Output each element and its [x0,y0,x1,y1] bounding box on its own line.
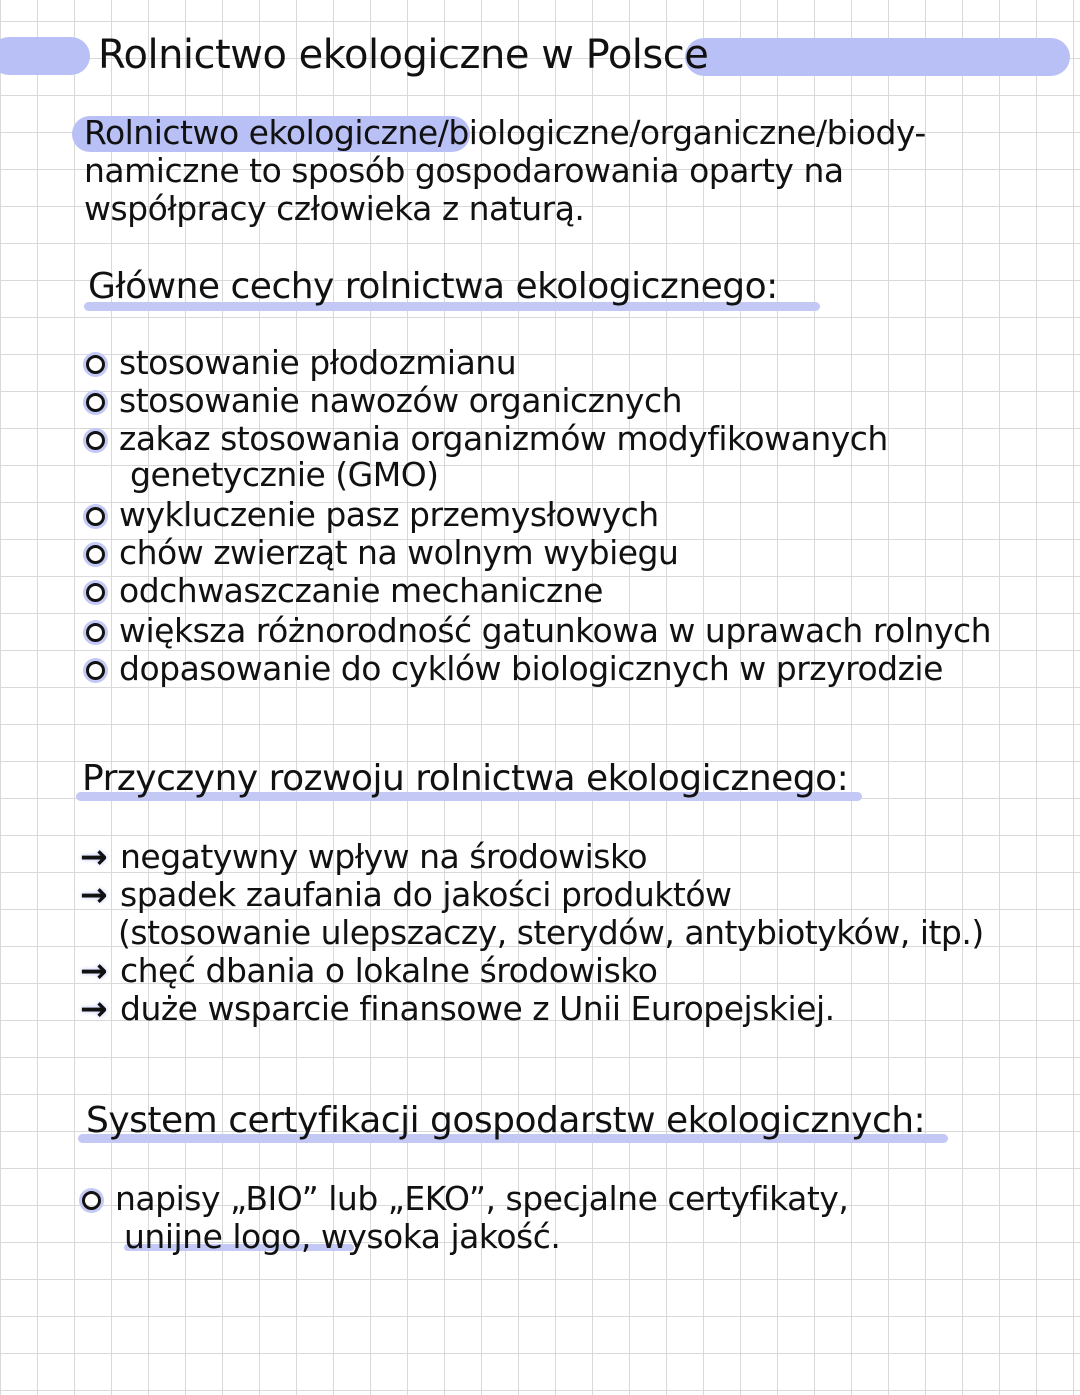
list-item-continuation: (stosowanie ulepszaczy, sterydów, antybiotyków, itp.) [118,913,984,952]
bullet-icon [86,545,105,564]
list-item: → spadek zaufania do jakości produktów [80,875,732,914]
title-highlight-left [0,37,90,75]
bullet-icon [86,661,105,680]
list-item: stosowanie nawozów organicznych [86,382,682,420]
section-heading-reasons: Przyczyny rozwoju rolnictwa ekologicznego: [82,758,849,799]
list-item: zakaz stosowania organizmów modyfikowanych [86,420,888,458]
bullet-icon [86,507,105,526]
bullet-icon [86,431,105,450]
list-item: chów zwierząt na wolnym wybiegu [86,534,678,572]
bullet-icon [86,623,105,642]
bullet-icon [82,1191,101,1210]
list-item: → duże wsparcie finansowe z Unii Europejskiej. [80,989,835,1028]
arrow-right-icon: → [80,837,108,876]
intro-line-2: namiczne to sposób gospodarowania oparty na [84,151,844,190]
list-item: stosowanie płodozmianu [86,344,516,382]
list-item: napisy „BIO” lub „EKO”, specjalne certyfikaty, [82,1180,848,1218]
intro-line-1 [84,114,926,152]
bullet-icon [86,583,105,602]
list-item: dopasowanie do cyklów biologicznych w przyrodzie [86,650,943,688]
bullet-icon [86,393,105,412]
intro-term: Rolnictwo ekologiczne [84,113,438,152]
page-title: Rolnictwo ekologiczne w Polsce [98,32,709,78]
list-item: większa różnorodność gatunkowa w uprawach rolnych [86,612,991,650]
list-item-continuation: unijne logo, wysoka jakość. [124,1217,561,1256]
list-item-continuation: genetycznie (GMO) [130,455,439,494]
section-heading-features: Główne cechy rolnictwa ekologicznego: [88,266,778,307]
arrow-right-icon: → [80,989,108,1028]
intro-synonyms: /biologiczne/organiczne/biody- [437,113,926,152]
bullet-icon [86,355,105,374]
arrow-right-icon: → [80,951,108,990]
intro-line-3: współpracy człowieka z naturą. [84,189,585,228]
list-item: wykluczenie pasz przemysłowych [86,496,659,534]
arrow-right-icon: → [80,875,108,914]
list-item: → chęć dbania o lokalne środowisko [80,951,658,990]
list-item: odchwaszczanie mechaniczne [86,572,603,610]
section-heading-certification: System certyfikacji gospodarstw ekologicznych: [86,1100,926,1141]
list-item: → negatywny wpływ na środowisko [80,837,648,876]
title-highlight-right [685,38,1070,76]
